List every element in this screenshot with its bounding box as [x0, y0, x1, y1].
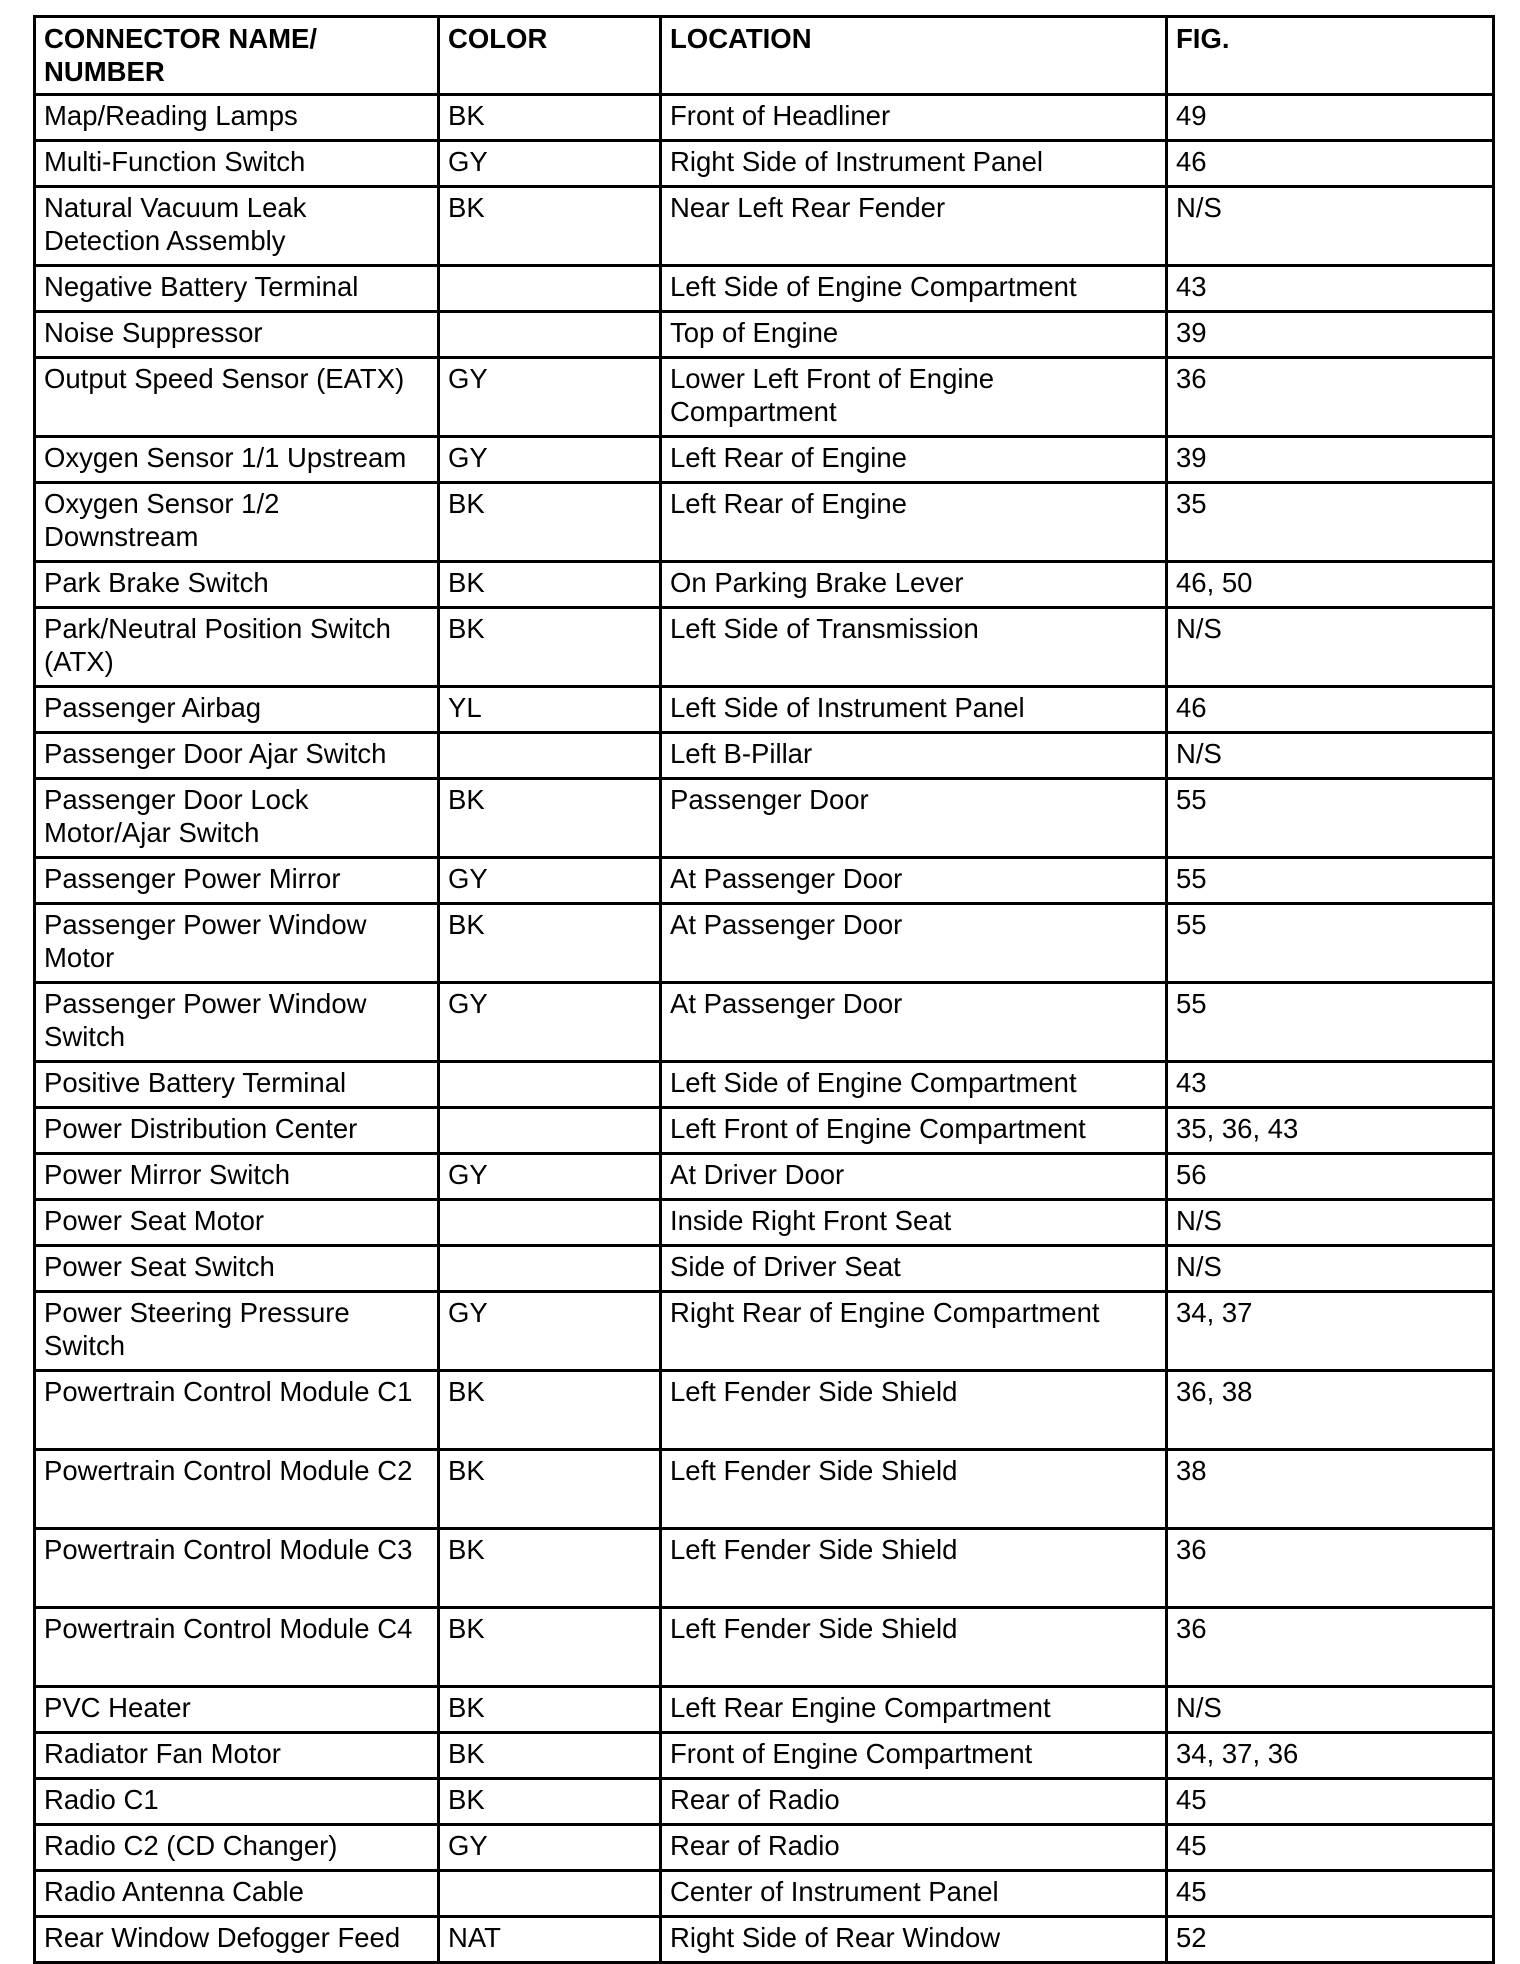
cell-location: At Passenger Door [661, 983, 1167, 1062]
cell-fig: 36 [1167, 1529, 1494, 1608]
header-fig: FIG. [1167, 17, 1494, 95]
cell-color: GY [439, 141, 661, 187]
table-row [35, 1779, 1494, 1825]
table-row [35, 1246, 1494, 1292]
cell-fig: 55 [1167, 904, 1494, 983]
cell-color [439, 266, 661, 312]
cell-fig: N/S [1167, 1200, 1494, 1246]
table-row [35, 858, 1494, 904]
cell-color: GY [439, 437, 661, 483]
cell-color [439, 1871, 661, 1917]
table-row [35, 983, 1494, 1062]
cell-connector-name: Powertrain Control Module C4 [35, 1608, 439, 1687]
cell-location: Left Rear Engine Compartment [661, 1687, 1167, 1733]
cell-color: BK [439, 1608, 661, 1687]
cell-fig: 56 [1167, 1154, 1494, 1200]
cell-color [439, 1108, 661, 1154]
cell-fig: 43 [1167, 1062, 1494, 1108]
table-row [35, 1062, 1494, 1108]
cell-color: BK [439, 1687, 661, 1733]
cell-color [439, 1200, 661, 1246]
cell-connector-name: Positive Battery Terminal [35, 1062, 439, 1108]
cell-location: Front of Headliner [661, 95, 1167, 141]
cell-location: Front of Engine Compartment [661, 1733, 1167, 1779]
cell-fig: 35, 36, 43 [1167, 1108, 1494, 1154]
table-row [35, 95, 1494, 141]
cell-fig: 49 [1167, 95, 1494, 141]
cell-connector-name: Power Steering Pressure Switch [35, 1292, 439, 1371]
cell-location: Top of Engine [661, 312, 1167, 358]
cell-location: Left Rear of Engine [661, 437, 1167, 483]
cell-fig: 46 [1167, 141, 1494, 187]
cell-location: On Parking Brake Lever [661, 562, 1167, 608]
table-row [35, 437, 1494, 483]
table-row [35, 1687, 1494, 1733]
cell-color: BK [439, 483, 661, 562]
cell-fig: 39 [1167, 437, 1494, 483]
cell-color: BK [439, 1371, 661, 1450]
cell-location: Left Fender Side Shield [661, 1450, 1167, 1529]
table-row [35, 187, 1494, 266]
cell-fig: 36, 38 [1167, 1371, 1494, 1450]
cell-location: Lower Left Front of Engine Compartment [661, 358, 1167, 437]
cell-connector-name: Passenger Power Mirror [35, 858, 439, 904]
cell-fig: 35 [1167, 483, 1494, 562]
cell-fig: N/S [1167, 1687, 1494, 1733]
cell-connector-name: Power Distribution Center [35, 1108, 439, 1154]
table-row [35, 1608, 1494, 1687]
cell-location: Left Side of Engine Compartment [661, 1062, 1167, 1108]
cell-connector-name: Park Brake Switch [35, 562, 439, 608]
cell-fig: N/S [1167, 733, 1494, 779]
table-row [35, 1200, 1494, 1246]
cell-color [439, 1062, 661, 1108]
cell-fig: 34, 37, 36 [1167, 1733, 1494, 1779]
cell-fig: 34, 37 [1167, 1292, 1494, 1371]
table-row [35, 1108, 1494, 1154]
cell-color: BK [439, 904, 661, 983]
table-row [35, 562, 1494, 608]
cell-color: BK [439, 1779, 661, 1825]
cell-connector-name: Radio C1 [35, 1779, 439, 1825]
cell-color: GY [439, 858, 661, 904]
cell-location: Left Fender Side Shield [661, 1608, 1167, 1687]
cell-color [439, 733, 661, 779]
cell-fig: N/S [1167, 187, 1494, 266]
cell-location: Left Side of Engine Compartment [661, 266, 1167, 312]
connector-table-document [33, 15, 1492, 1964]
cell-color: BK [439, 1733, 661, 1779]
cell-connector-name: Rear Window Defogger Feed [35, 1917, 439, 1963]
table-row [35, 1154, 1494, 1200]
cell-fig: 39 [1167, 312, 1494, 358]
cell-connector-name: Radio Antenna Cable [35, 1871, 439, 1917]
cell-fig: 46 [1167, 687, 1494, 733]
cell-connector-name: Output Speed Sensor (EATX) [35, 358, 439, 437]
cell-location: Left Front of Engine Compartment [661, 1108, 1167, 1154]
cell-fig: 43 [1167, 266, 1494, 312]
cell-location: Left Rear of Engine [661, 483, 1167, 562]
table-row [35, 1825, 1494, 1871]
table-row [35, 1371, 1494, 1450]
cell-color: GY [439, 1154, 661, 1200]
cell-connector-name: Power Seat Switch [35, 1246, 439, 1292]
cell-fig: 55 [1167, 779, 1494, 858]
cell-color: BK [439, 779, 661, 858]
cell-location: Inside Right Front Seat [661, 1200, 1167, 1246]
table-row [35, 904, 1494, 983]
cell-color [439, 1246, 661, 1292]
cell-location: Side of Driver Seat [661, 1246, 1167, 1292]
cell-location: Left Side of Transmission [661, 608, 1167, 687]
cell-connector-name: Powertrain Control Module C3 [35, 1529, 439, 1608]
cell-location: Left Fender Side Shield [661, 1529, 1167, 1608]
cell-fig: 38 [1167, 1450, 1494, 1529]
cell-connector-name: Oxygen Sensor 1/2 Downstream [35, 483, 439, 562]
cell-location: At Passenger Door [661, 904, 1167, 983]
header-row [35, 17, 1494, 95]
cell-connector-name: PVC Heater [35, 1687, 439, 1733]
table-row [35, 266, 1494, 312]
cell-fig: 52 [1167, 1917, 1494, 1963]
table-row [35, 312, 1494, 358]
cell-connector-name: Park/Neutral Position Switch (ATX) [35, 608, 439, 687]
cell-connector-name: Map/Reading Lamps [35, 95, 439, 141]
cell-fig: 46, 50 [1167, 562, 1494, 608]
cell-location: At Driver Door [661, 1154, 1167, 1200]
cell-location: Left Fender Side Shield [661, 1371, 1167, 1450]
cell-connector-name: Radiator Fan Motor [35, 1733, 439, 1779]
cell-location: Near Left Rear Fender [661, 187, 1167, 266]
cell-connector-name: Passenger Power Window Switch [35, 983, 439, 1062]
cell-connector-name: Natural Vacuum Leak Detection Assembly [35, 187, 439, 266]
cell-connector-name: Multi-Function Switch [35, 141, 439, 187]
cell-fig: 55 [1167, 983, 1494, 1062]
header-color: COLOR [439, 17, 661, 95]
cell-connector-name: Power Seat Motor [35, 1200, 439, 1246]
cell-location: Left B-Pillar [661, 733, 1167, 779]
table-row [35, 1871, 1494, 1917]
cell-location: Right Side of Rear Window [661, 1917, 1167, 1963]
table-row [35, 1917, 1494, 1963]
cell-connector-name: Passenger Power Window Motor [35, 904, 439, 983]
header-location: LOCATION [661, 17, 1167, 95]
cell-connector-name: Passenger Door Ajar Switch [35, 733, 439, 779]
cell-fig: N/S [1167, 608, 1494, 687]
cell-color: YL [439, 687, 661, 733]
table-row [35, 358, 1494, 437]
cell-connector-name: Power Mirror Switch [35, 1154, 439, 1200]
cell-location: Rear of Radio [661, 1825, 1167, 1871]
cell-location: Center of Instrument Panel [661, 1871, 1167, 1917]
cell-color: NAT [439, 1917, 661, 1963]
table-row [35, 1733, 1494, 1779]
cell-location: Right Side of Instrument Panel [661, 141, 1167, 187]
cell-color: BK [439, 1529, 661, 1608]
table-row [35, 1450, 1494, 1529]
cell-connector-name: Noise Suppressor [35, 312, 439, 358]
cell-connector-name: Powertrain Control Module C1 [35, 1371, 439, 1450]
connector-table [33, 15, 1495, 1964]
table-row [35, 733, 1494, 779]
cell-fig: 45 [1167, 1871, 1494, 1917]
cell-location: Left Side of Instrument Panel [661, 687, 1167, 733]
cell-location: At Passenger Door [661, 858, 1167, 904]
header-connector-name: CONNECTOR NAME/ NUMBER [35, 17, 439, 95]
cell-location: Passenger Door [661, 779, 1167, 858]
cell-location: Right Rear of Engine Compartment [661, 1292, 1167, 1371]
table-row [35, 141, 1494, 187]
cell-color [439, 312, 661, 358]
cell-color: BK [439, 562, 661, 608]
cell-fig: 36 [1167, 358, 1494, 437]
cell-fig: 45 [1167, 1825, 1494, 1871]
table-row [35, 483, 1494, 562]
cell-color: GY [439, 1825, 661, 1871]
cell-color: BK [439, 608, 661, 687]
cell-color: GY [439, 983, 661, 1062]
cell-color: BK [439, 1450, 661, 1529]
cell-color: GY [439, 1292, 661, 1371]
table-row [35, 1529, 1494, 1608]
cell-color: BK [439, 187, 661, 266]
cell-fig: 36 [1167, 1608, 1494, 1687]
table-row [35, 1292, 1494, 1371]
cell-connector-name: Negative Battery Terminal [35, 266, 439, 312]
cell-fig: 55 [1167, 858, 1494, 904]
cell-connector-name: Powertrain Control Module C2 [35, 1450, 439, 1529]
cell-connector-name: Oxygen Sensor 1/1 Upstream [35, 437, 439, 483]
table-row [35, 687, 1494, 733]
cell-color: GY [439, 358, 661, 437]
cell-connector-name: Radio C2 (CD Changer) [35, 1825, 439, 1871]
cell-fig: 45 [1167, 1779, 1494, 1825]
cell-location: Rear of Radio [661, 1779, 1167, 1825]
cell-connector-name: Passenger Airbag [35, 687, 439, 733]
table-row [35, 608, 1494, 687]
cell-color: BK [439, 95, 661, 141]
cell-connector-name: Passenger Door Lock Motor/Ajar Switch [35, 779, 439, 858]
cell-fig: N/S [1167, 1246, 1494, 1292]
table-row [35, 779, 1494, 858]
